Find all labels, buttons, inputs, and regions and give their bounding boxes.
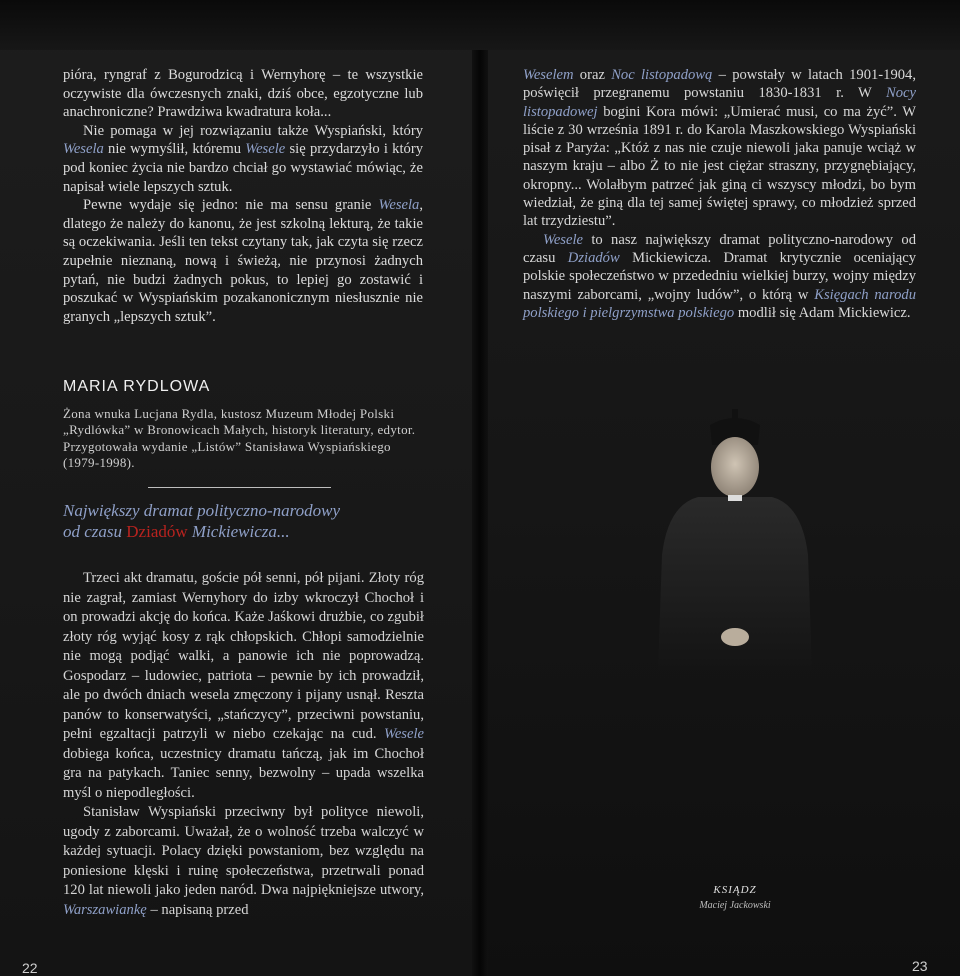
top-shadow-band [0, 0, 960, 50]
paragraph [63, 803, 424, 920]
left-bottom-column [63, 569, 424, 920]
text-run: – napisaną przed [146, 901, 249, 918]
text-run: Pewne wydaje się jedno: nie ma sensu granie [83, 197, 379, 214]
paragraph [63, 569, 424, 803]
italic-text: Nocy listopadowej [523, 85, 916, 120]
priest-photo [650, 405, 820, 670]
pull-headline [63, 500, 433, 542]
collar [728, 495, 742, 501]
paragraph [523, 231, 916, 322]
italic-text: Noc listopadową [611, 67, 713, 83]
text-run: dobiega końca, uczestnicy dramatu tańczą, jak im Chochoł gra na patykach. Taniec senny, bezwolny – upada wszelka myśl o niepodległości. [63, 745, 424, 801]
paragraph [63, 66, 423, 122]
italic-text: Wesele [384, 726, 424, 742]
text-run: nie wymyślił, któremu [103, 141, 246, 158]
page-number-right: 23 [912, 958, 928, 974]
text-run: bogini Kora mówi: „Umierać musi, co ma żyć”. W liście z 30 września 1891 r. do Karola Maszkowskiego Wyspiański pisał z Paryża: „Któż z nas nie czuje niewoli jaka panuje wciąż w naszym kraju – albo Ż to nie jest ciężar straszny, przygnębiający, okropny... Wolałbym patrzeć jak giną ci wszyscy młodzi, bo bym wiedział, że giną dla tej samej świętej sprawy, co młodzież sprzed lat trzydziestu”. [523, 103, 916, 230]
italic-text: Mickiewicza... [187, 522, 290, 541]
paragraph [523, 66, 916, 231]
paragraph [63, 196, 423, 326]
caption-role: KSIĄDZ [713, 884, 757, 896]
section-divider [148, 487, 331, 488]
text-run: Trzeci akt dramatu, goście pół senni, pół pijani. Złoty róg nie zagrał, zamiast Wernyhory do izby wkroczył Chochoł i on prowadzi akcję do końca. Każe Jaśkowi drużbie, co zgubił złoty róg wyjąć kosy z rąk chłopskich. Chłopi samodzielnie nie mogą podjąć walki, a panowie ich nie poprowadzą. Gospodarz – ludowiec, patriota – pewnie by ich prowadził, ale po dwóch dniach wesela zmęczony i pijany usnął. Reszta panów to konserwatyści, „stańczycy”, przeciwni powstaniu, pełni egzaltacji patrzyli w niebo czekając na cud. [63, 570, 424, 742]
text-run: Mickiewicza. Dramat krytycznie oceniający polskie społeczeństwo w przededniu wielkiej burzy, wojny między naszymi zaborcami, „wojny ludów”, o którą w [523, 249, 916, 303]
page-number-left: 22 [22, 960, 38, 976]
text-run: pióra, ryngraf z Bogurodzicą i Wernyhorę – te wszystkie oczywiste dla ówczesnych znaki, dziś obce, egzotyczne lub anachroniczne? Prawdziwa kwadratura koła... [63, 67, 423, 121]
text-run: , dlatego że należy do kanonu, że jest szkolną lekturą, że takie są oczekiwania. Jeśli ten tekst czytany tak, jak czyta się rzecz zupełnie nieznaną, nową i świeżą, nie przynosi żadnych pytań, nie budzi żadnych pokus, to lepiej go zostawić i poszukać w Wyspiańskim pozakanonicznym niesłusznie nie granych „lepszych sztuk”. [63, 197, 423, 325]
italic-text: Wesele [245, 141, 286, 158]
author-bio: Żona wnuka Lucjana Rydla, kustosz Muzeum Młodej Polski „Rydlówka” w Bronowicach Małych, historyk literatury, edytor. Przygotowała wydanie „Listów” Stanisława Wyspiańskiego (1979-1998). [63, 406, 416, 471]
italic-text: od czasu [63, 522, 127, 541]
italic-text: Weselem [523, 67, 574, 83]
clasped-hands [721, 628, 749, 646]
paragraph [63, 122, 423, 196]
text-run: – powstały w latach 1901-1904, poświęcił przegranemu powstaniu 1830-1831 r. W [523, 67, 916, 102]
caption-actor: Maciej Jackowski [699, 900, 771, 911]
right-column [523, 66, 916, 322]
text-run: modlił się Adam Mickiewicz. [734, 304, 911, 321]
text-run: oraz [573, 67, 612, 83]
italic-text: Wesela [378, 197, 420, 214]
photo-caption [650, 884, 820, 911]
italic-text: Księgach narodu polskiego i pielgrzymstwa polskiego [523, 286, 916, 321]
italic-text: Dziadów [567, 249, 620, 266]
text-run: się przydarzyło i który pod koniec życia nie bardzo chciał go wystawiać mówiąc, że napisał wiele lepszych sztuk. [63, 141, 423, 195]
text-run: Nie pomaga w jej rozwiązaniu także Wyspiański, który [83, 122, 423, 139]
italic-text: Największy dramat polityczno-narodowy [63, 501, 341, 520]
text-run: Dziadów [126, 522, 188, 541]
text-run: to nasz największy dramat polityczno-narodowy od czasu [523, 231, 916, 266]
left-top-column [63, 66, 423, 326]
author-name: MARIA RYDLOWA [63, 378, 211, 395]
italic-text: Wesele [543, 231, 583, 248]
italic-text: Wesela [63, 141, 104, 158]
face [711, 437, 759, 497]
text-run: Stanisław Wyspiański przeciwny był polityce niewoli, ugody z zaborcami. Uważał, że o wolność trzeba walczyć w każdej sytuacji. Polacy dzięki powstaniom, bez względu na poniesione klęski i ruinę społeczeństwa, przetrwali ponad 120 lat niewoli jako jeden naród. Dwa najpiękniejsze utwory, [63, 804, 424, 898]
page-gutter [472, 0, 488, 976]
italic-text: Warszawiankę [63, 901, 147, 918]
